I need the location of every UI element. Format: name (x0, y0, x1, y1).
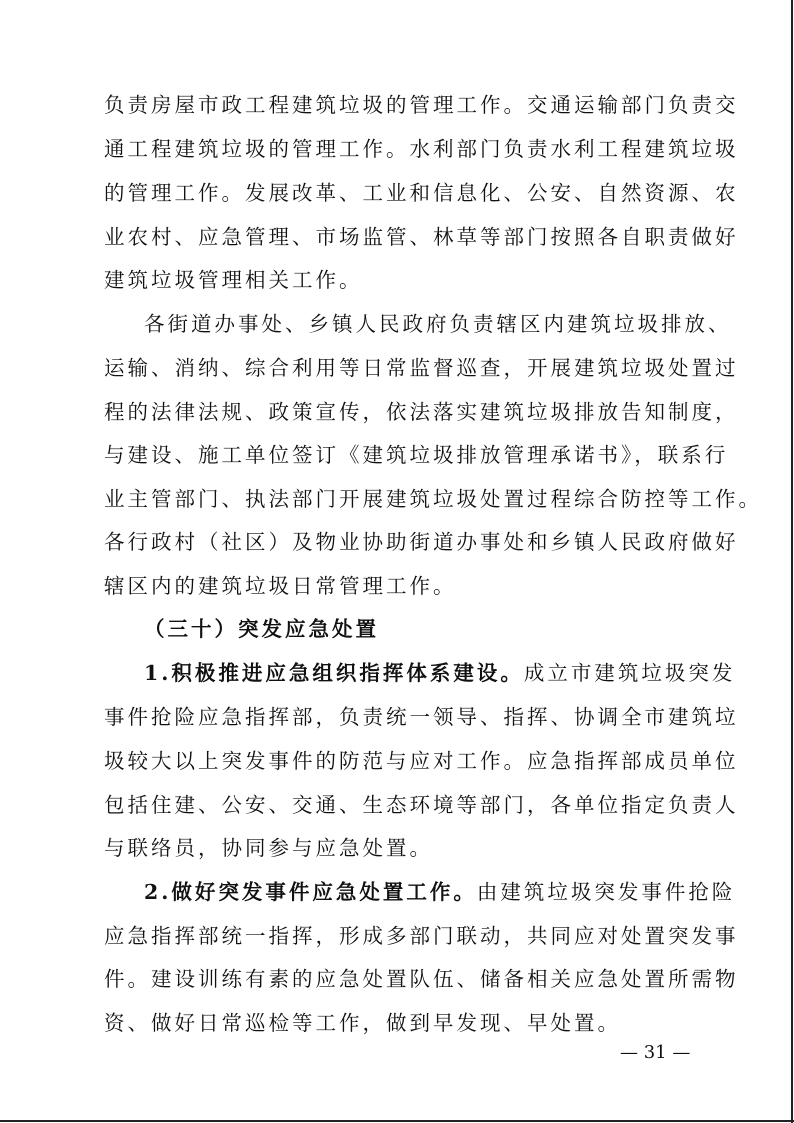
section-heading: （三十）突发应急处置 (144, 617, 379, 641)
body-line-4: 业农村、应急管理、市场监管、林草等部门按照各自职责做好 (104, 225, 739, 249)
body-line-11: 各行政村（社区）及物业协助街道办事处和乡镇人民政府做好 (104, 530, 739, 554)
body-line-9: 与建设、施工单位签订《建筑垃圾排放管理承诺书》，联系行 (104, 443, 729, 467)
body-line-16: 圾较大以上突发事件的防范与应对工作。应急指挥部成员单位 (104, 749, 739, 773)
body-line-2: 通工程建筑垃圾的管理工作。水利部门负责水利工程建筑垃圾 (104, 137, 739, 161)
body-line-14 (144, 661, 736, 685)
body-line-22: 资、做好日常巡检等工作，做到早发现、早处置。 (104, 1011, 621, 1035)
body-line-21: 件。建设训练有素的应急处置队伍、储备相关应急处置所需物 (104, 967, 739, 991)
body-line-19 (144, 880, 736, 904)
body-line-20: 应急指挥部统一指挥，形成多部门联动，共同应对处置突发事 (104, 924, 739, 948)
item-1-heading: 1.积极推进应急组织指挥体系建设。 (144, 661, 524, 685)
body-line-3: 的管理工作。发展改革、工业和信息化、公安、自然资源、农 (104, 181, 739, 205)
body-line-7: 运输、消纳、综合利用等日常监督巡查，开展建筑垃圾处置过 (104, 356, 739, 380)
item-2-lead-text: 由建筑垃圾突发事件抢险 (476, 880, 736, 904)
body-line-5: 建筑垃圾管理相关工作。 (104, 268, 363, 292)
item-1-lead-text: 成立市建筑垃圾突发 (523, 661, 736, 685)
body-line-10: 业主管部门、执法部门开展建筑垃圾处置过程综合防控等工作。 (104, 487, 762, 511)
right-edge-line (791, 0, 793, 1123)
body-line-18: 与联络员，协同参与应急处置。 (104, 836, 433, 860)
page-number: — 31 — (620, 1042, 691, 1063)
body-line-6: 各街道办事处、乡镇人民政府负责辖区内建筑垃圾排放、 (144, 312, 732, 336)
body-line-8: 程的法律法规、政策宣传，依法落实建筑垃圾排放告知制度， (104, 400, 739, 424)
body-line-17: 包括住建、公安、交通、生态环境等部门，各单位指定负责人 (104, 793, 739, 817)
body-line-1: 负责房屋市政工程建筑垃圾的管理工作。交通运输部门负责交 (104, 93, 739, 117)
item-2-heading: 2.做好突发事件应急处置工作。 (144, 880, 477, 904)
bottom-edge-line (0, 1120, 794, 1122)
body-line-12: 辖区内的建筑垃圾日常管理工作。 (104, 574, 457, 598)
body-line-15: 事件抢险应急指挥部，负责统一领导、指挥、协调全市建筑垃 (104, 705, 739, 729)
